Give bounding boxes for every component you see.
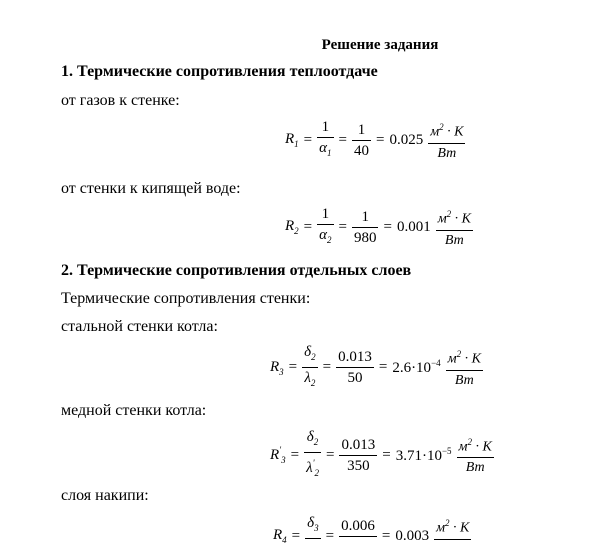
section-heading-1: 1. Термические сопротивления теплоотдаче — [61, 63, 378, 80]
page-title: Решение задания — [321, 37, 439, 53]
paragraph-copper-wall: медной стенки котла: — [61, 402, 207, 419]
formula-r3-prime: $R'_3$ = $\frac{\delta_2}{\lambda'_2}$ = $\frac{0.013}{350}$ = $3.71\cdot 10^{-5}$ $м^2 \cdot K$ Вт — [270, 429, 492, 478]
paragraph-steel-wall: стальной стенки котла: — [61, 318, 218, 335]
formula-r2: $R_2$ = $\frac{1}{\alpha_2}$ = $\frac{1}{980}$ = 0.001 $м^2 \cdot K$ Вт — [285, 206, 471, 248]
paragraph-scale-layer: слоя накипи: — [61, 487, 149, 504]
formula-r1: $R_1$ = $\frac{1}{\alpha_1}$ = $\frac{1}{40}$ = 0.025 $м^2 \cdot K$ Вт — [285, 119, 464, 161]
formula-r4: $R_4$ = $\delta_3$ = 0.006 = 0.003 $м^2 \cdot K$ — [273, 515, 470, 546]
paragraph-gases-to-wall: от газов к стенке: — [61, 92, 180, 109]
paragraph-wall-resistances: Термические сопротивления стенки: — [61, 290, 311, 307]
paragraph-wall-to-water: от стенки к кипящей воде: — [61, 180, 241, 197]
formula-r3: $R_3$ = $\frac{\delta_2}{\lambda_2}$ = $\frac{0.013}{50}$ = $2.6\cdot 10^{-4}$ $м^2 \cdot K$ Вт — [270, 344, 481, 388]
section-heading-2: 2. Термические сопротивления отдельных слоев — [61, 262, 412, 279]
